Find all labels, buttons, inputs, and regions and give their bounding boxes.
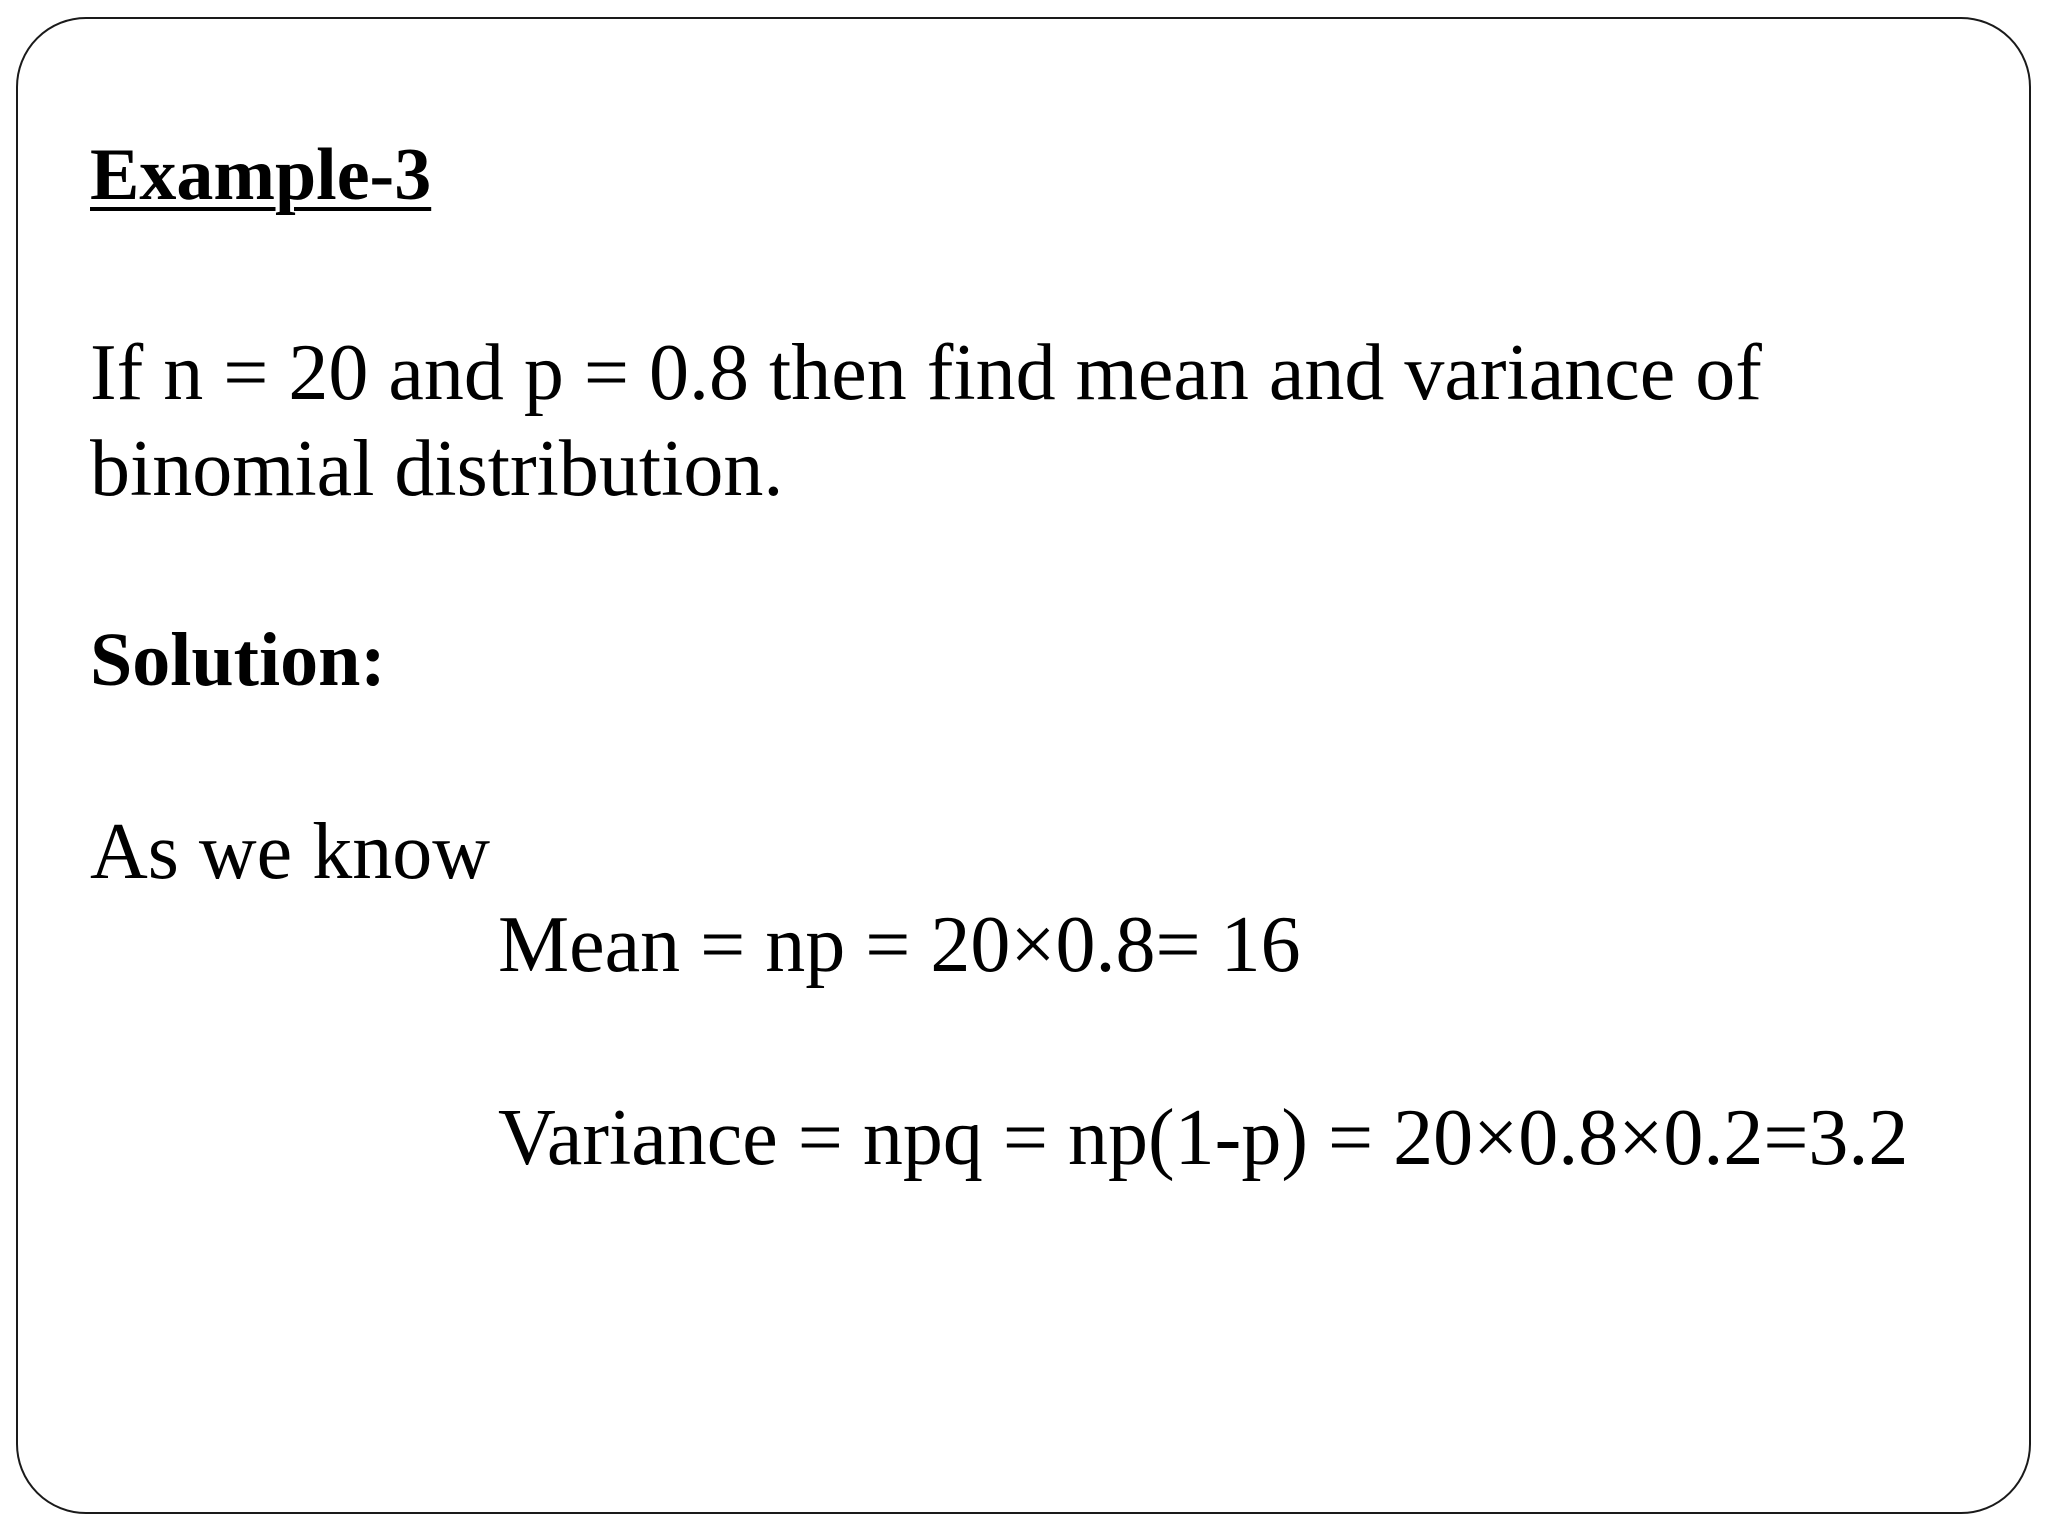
problem-statement: [90, 325, 1940, 517]
slide-frame: [16, 17, 2031, 1514]
example-title: Example-3: [90, 134, 432, 216]
variance-formula: Variance = npq = np(1-p) = 20×0.8×0.2=3.2: [498, 1094, 1909, 1182]
solution-label: Solution:: [90, 618, 386, 702]
mean-formula: Mean = np = 20×0.8= 16: [498, 901, 1301, 989]
problem-line-1: If n = 20 and p = 0.8 then find mean and variance of: [90, 329, 1762, 417]
problem-line-2: binomial distribution.: [90, 425, 784, 513]
intro-text: As we know: [90, 808, 490, 896]
